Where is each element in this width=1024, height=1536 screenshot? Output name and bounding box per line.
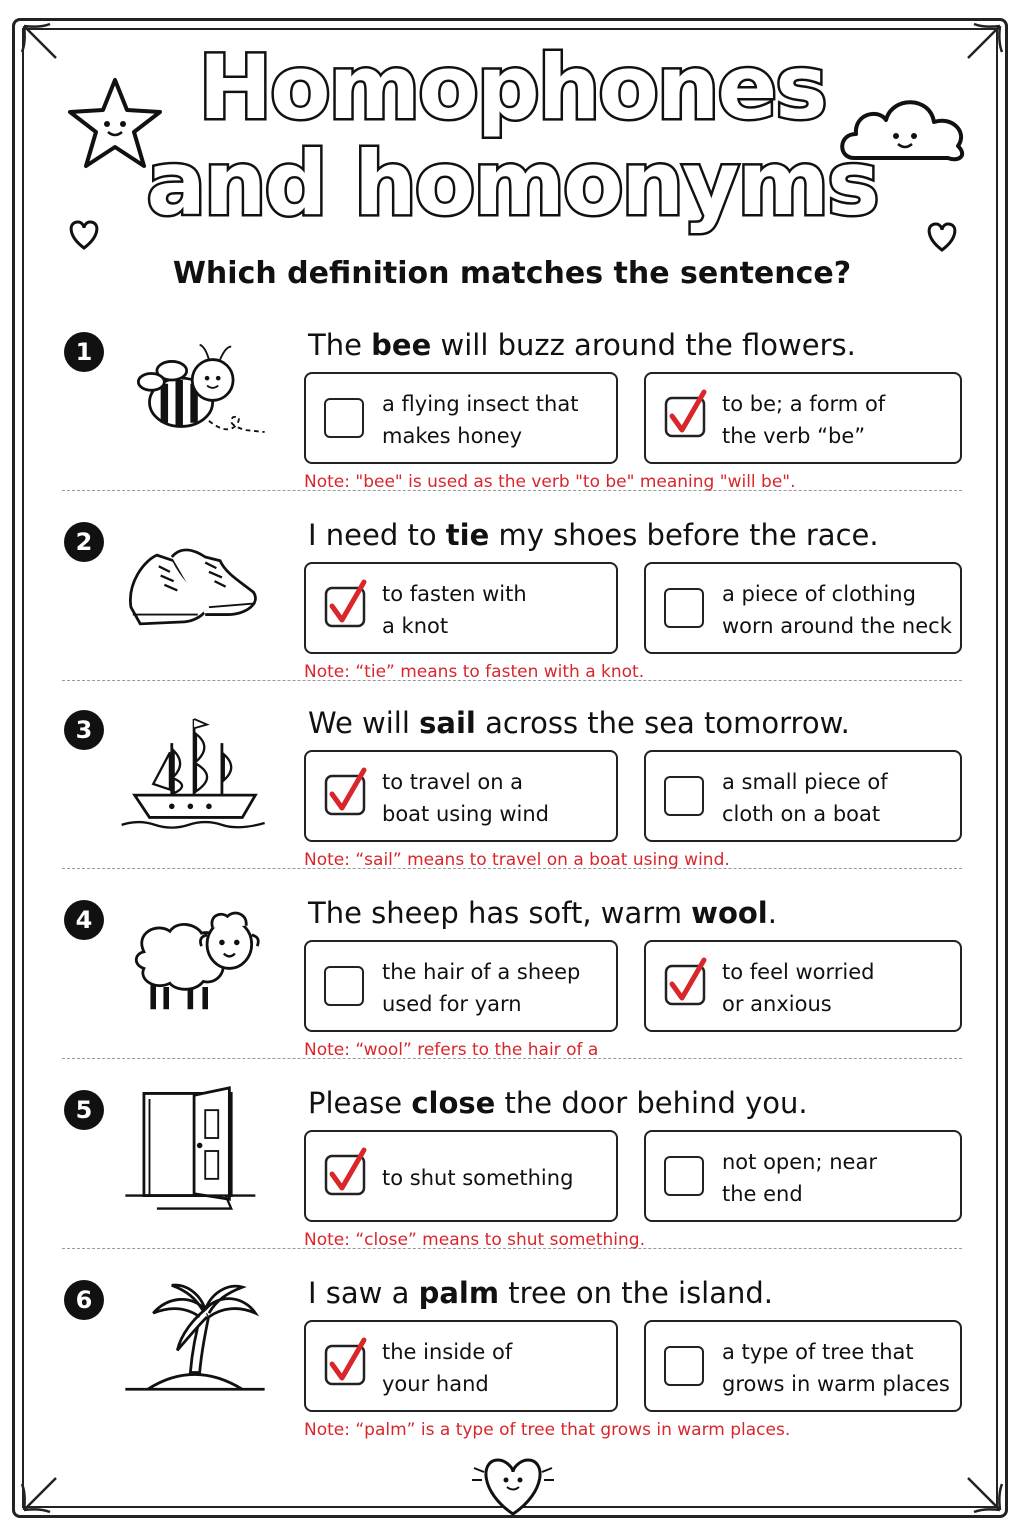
target-word: palm bbox=[418, 1276, 500, 1310]
option-line2: your hand bbox=[382, 1372, 489, 1396]
answer-option-b[interactable] bbox=[644, 940, 962, 1032]
option-line1: a type of tree that bbox=[722, 1340, 914, 1364]
checked-box-icon[interactable] bbox=[324, 1146, 368, 1196]
target-word: bee bbox=[371, 328, 432, 362]
answer-option-a[interactable] bbox=[304, 940, 618, 1032]
sentence-after: tree on the island. bbox=[499, 1276, 774, 1310]
sentence-before: Please bbox=[308, 1086, 412, 1120]
option-text bbox=[722, 388, 885, 452]
question-sentence bbox=[308, 518, 879, 552]
option-text bbox=[382, 956, 580, 1020]
option-text bbox=[382, 1336, 512, 1400]
option-line2: worn around the neck bbox=[722, 614, 952, 638]
answer-note: Note: “close” means to shut something. bbox=[304, 1230, 646, 1250]
option-line1: to travel on a bbox=[382, 770, 524, 794]
sentence-after: . bbox=[767, 896, 777, 930]
option-line2: used for yarn bbox=[382, 992, 522, 1016]
question-item bbox=[0, 326, 1024, 516]
page-subtitle: Which definition matches the sentence? bbox=[172, 256, 852, 291]
empty-checkbox-icon[interactable] bbox=[324, 966, 364, 1006]
option-line2: boat using wind bbox=[382, 802, 550, 826]
empty-checkbox-icon[interactable] bbox=[664, 588, 704, 628]
option-line1: the inside of bbox=[382, 1340, 513, 1364]
shoes-icon bbox=[110, 518, 280, 648]
empty-checkbox-icon[interactable] bbox=[664, 1346, 704, 1386]
question-item bbox=[0, 516, 1024, 706]
option-text bbox=[722, 578, 952, 642]
option-text bbox=[722, 1336, 950, 1400]
answer-note: Note: "bee" is used as the verb "to be" meaning "will be". bbox=[304, 472, 796, 492]
question-number-badge: 1 bbox=[64, 332, 104, 372]
question-sentence bbox=[308, 328, 856, 362]
option-text bbox=[382, 578, 527, 642]
checked-box-icon[interactable] bbox=[324, 766, 368, 816]
checked-box-icon[interactable] bbox=[324, 578, 368, 628]
question-item bbox=[0, 1084, 1024, 1274]
corner-ornament-bottom-left bbox=[20, 1474, 60, 1514]
option-text bbox=[382, 766, 549, 830]
answer-note: Note: “sail” means to travel on a boat using wind. bbox=[304, 850, 730, 870]
option-line2: makes honey bbox=[382, 424, 523, 448]
answer-option-b[interactable] bbox=[644, 1130, 962, 1222]
question-sentence bbox=[308, 706, 850, 740]
sentence-before: I saw a bbox=[308, 1276, 419, 1310]
sentence-after: will buzz around the flowers. bbox=[431, 328, 856, 362]
question-number-badge: 2 bbox=[64, 522, 104, 562]
answer-note: Note: “tie” means to fasten with a knot. bbox=[304, 662, 645, 682]
answer-note: Note: “palm” is a type of tree that grows in warm places. bbox=[304, 1420, 791, 1440]
answer-option-b[interactable] bbox=[644, 1320, 962, 1412]
option-line1: to be; a form of bbox=[722, 392, 886, 416]
question-number-badge: 4 bbox=[64, 900, 104, 940]
question-item bbox=[0, 704, 1024, 894]
option-line1: the hair of a sheep bbox=[382, 960, 581, 984]
door-icon bbox=[110, 1086, 280, 1216]
target-word: close bbox=[411, 1086, 496, 1120]
option-line1: a flying insect that bbox=[382, 392, 579, 416]
option-line1: to shut something bbox=[382, 1166, 574, 1190]
palm-tree-icon bbox=[110, 1276, 280, 1406]
smiling-heart-icon bbox=[470, 1448, 556, 1518]
bee-icon bbox=[110, 328, 280, 458]
question-number-badge: 6 bbox=[64, 1280, 104, 1320]
answer-option-a[interactable] bbox=[304, 562, 618, 654]
empty-checkbox-icon[interactable] bbox=[664, 776, 704, 816]
answer-option-a[interactable] bbox=[304, 372, 618, 464]
answer-option-b[interactable] bbox=[644, 562, 962, 654]
target-word: sail bbox=[419, 706, 476, 740]
question-item bbox=[0, 1274, 1024, 1464]
option-text bbox=[722, 956, 875, 1020]
option-line2: the end bbox=[722, 1182, 803, 1206]
sentence-before: The sheep has soft, warm bbox=[308, 896, 692, 930]
option-line1: to feel worried bbox=[722, 960, 875, 984]
option-line2: grows in warm places bbox=[722, 1372, 950, 1396]
sheep-icon bbox=[110, 896, 280, 1026]
empty-checkbox-icon[interactable] bbox=[324, 398, 364, 438]
question-sentence bbox=[308, 1086, 808, 1120]
question-sentence bbox=[308, 896, 777, 930]
option-text bbox=[382, 1162, 573, 1194]
option-line2: or anxious bbox=[722, 992, 832, 1016]
sentence-after: the door behind you. bbox=[495, 1086, 808, 1120]
question-sentence bbox=[308, 1276, 773, 1310]
ship-icon bbox=[110, 706, 280, 836]
checked-box-icon[interactable] bbox=[664, 388, 708, 438]
answer-option-a[interactable] bbox=[304, 1320, 618, 1412]
sentence-after: across the sea tomorrow. bbox=[475, 706, 850, 740]
checked-box-icon[interactable] bbox=[664, 956, 708, 1006]
option-text bbox=[722, 1146, 877, 1210]
target-word: tie bbox=[445, 518, 490, 552]
answer-option-a[interactable] bbox=[304, 750, 618, 842]
sentence-after: my shoes before the race. bbox=[489, 518, 879, 552]
page-title-line1: Homophones bbox=[198, 36, 826, 139]
answer-option-a[interactable] bbox=[304, 1130, 618, 1222]
option-line1: a piece of clothing bbox=[722, 582, 916, 606]
empty-checkbox-icon[interactable] bbox=[664, 1156, 704, 1196]
option-line1: a small piece of bbox=[722, 770, 888, 794]
sentence-before: The bbox=[308, 328, 372, 362]
question-number-badge: 5 bbox=[64, 1090, 104, 1130]
checked-box-icon[interactable] bbox=[324, 1336, 368, 1386]
option-line2: a knot bbox=[382, 614, 449, 638]
question-number-badge: 3 bbox=[64, 710, 104, 750]
answer-note: Note: “wool” refers to the hair of a bbox=[304, 1040, 599, 1060]
option-line2: the verb “be” bbox=[722, 424, 866, 448]
option-line1: not open; near bbox=[722, 1150, 877, 1174]
option-line1: to fasten with bbox=[382, 582, 527, 606]
answer-option-b[interactable] bbox=[644, 750, 962, 842]
question-item bbox=[0, 894, 1024, 1084]
sentence-before: We will bbox=[308, 706, 420, 740]
target-word: wool bbox=[691, 896, 768, 930]
sentence-before: I need to bbox=[308, 518, 446, 552]
option-line2: cloth on a boat bbox=[722, 802, 881, 826]
answer-option-b[interactable] bbox=[644, 372, 962, 464]
option-text bbox=[722, 766, 888, 830]
page-title-line2: and homonyms bbox=[146, 132, 878, 235]
option-text bbox=[382, 388, 578, 452]
corner-ornament-bottom-right bbox=[964, 1474, 1004, 1514]
